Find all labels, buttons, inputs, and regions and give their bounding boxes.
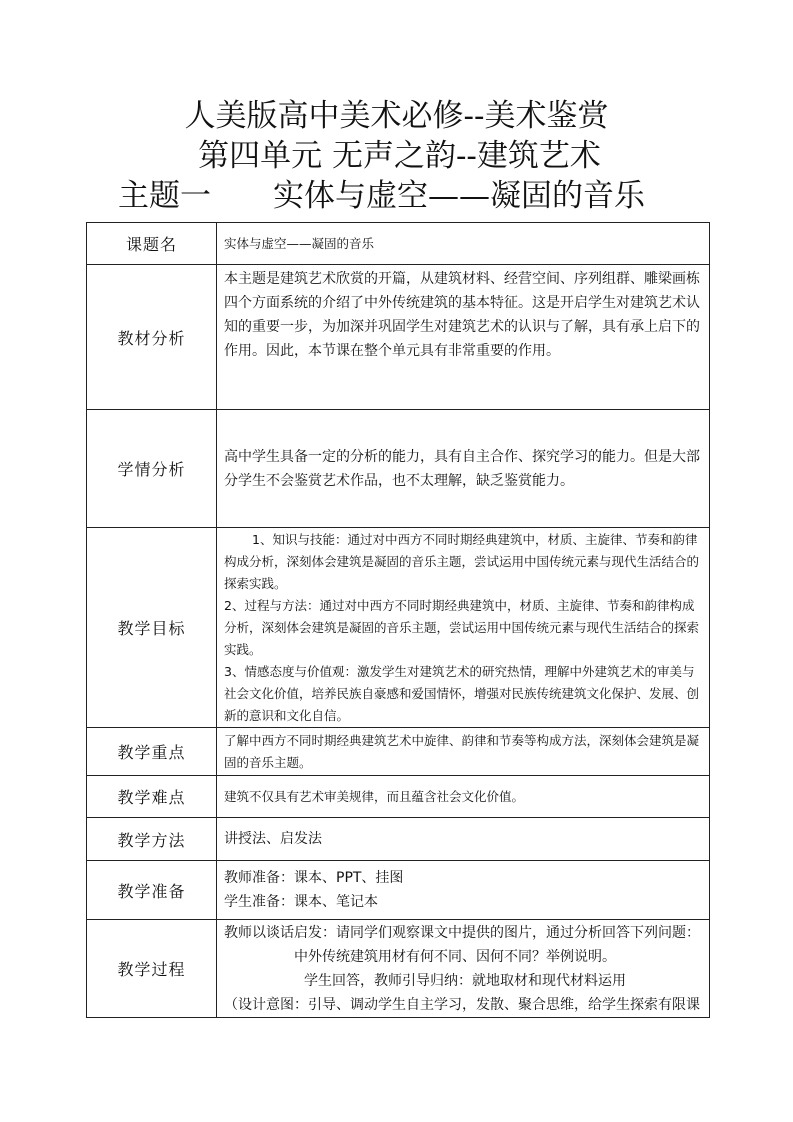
students-text: 高中学生具备一定的分析的能力，具有自主合作、探究学习的能力。但是大部分学生不会鉴赏艺术作品，也不太理解，缺乏鉴赏能力。 xyxy=(224,448,700,489)
goal-process: 2、过程与方法：通过对中西方不同时期经典建筑中，材质、主旋律、节奏和韵律构成分析，深刻体会建筑是凝固的音乐主题，尝试运用中国传统元素与现代生活结合的探索实践。 xyxy=(224,597,700,657)
value-method: 讲授法、启发法 xyxy=(217,818,710,861)
goal-knowledge: 1、知识与技能：通过对中西方不同时期经典建筑中，材质、主旋律、节奏和韵律构成分析，深刻体会建筑是凝固的音乐主题，尝试运用中国传统元素与现代生活结合的探索实践。 xyxy=(224,531,700,591)
table-row-goals xyxy=(87,528,710,728)
label-key: 教学重点 xyxy=(87,728,217,776)
value-difficulty: 建筑不仅具有艺术审美规律，而且蕴含社会文化价值。 xyxy=(217,776,710,818)
value-students xyxy=(217,410,710,528)
value-process xyxy=(217,920,710,1018)
label-topic: 课题名 xyxy=(87,223,217,265)
table-row-students xyxy=(87,410,710,528)
title-course: 人美版高中美术必修--美术鉴赏 xyxy=(184,98,609,134)
table-row-method xyxy=(87,818,710,861)
prep-student: 学生准备：课本、笔记本 xyxy=(224,894,378,910)
label-prep: 教学准备 xyxy=(87,861,217,920)
value-material xyxy=(217,265,710,410)
prep-teacher: 教师准备：课本、PPT、挂图 xyxy=(224,870,404,886)
value-prep xyxy=(217,861,710,920)
process-line-2: 中外传统建筑用材有何不同、因何不同？举例说明。 xyxy=(294,949,616,965)
table-row-material xyxy=(87,265,710,410)
lesson-plan-table xyxy=(86,222,710,1018)
title-topic: 主题一 实体与虚空——凝固的音乐 xyxy=(118,178,645,214)
goal-attitude: 3、情感态度与价值观：激发学生对建筑艺术的研究热情，理解中外建筑艺术的审美与社会文化价值，培养民族自豪感和爱国情怀，增强对民族传统建筑文化保护、发展、创新的意识和文化自信。 xyxy=(224,663,700,723)
label-students: 学情分析 xyxy=(87,410,217,528)
process-line-3: 学生回答，教师引导归纳：就地取材和现代材料运用 xyxy=(304,973,626,989)
value-topic: 实体与虚空——凝固的音乐 xyxy=(217,223,710,265)
label-material: 教材分析 xyxy=(87,265,217,410)
document-title-block xyxy=(0,96,793,216)
label-method: 教学方法 xyxy=(87,818,217,861)
value-key: 了解中西方不同时期经典建筑艺术中旋律、韵律和节奏等构成方法，深刻体会建筑是凝固的音乐主题。 xyxy=(217,728,710,776)
label-difficulty: 教学难点 xyxy=(87,776,217,818)
table-row-topic xyxy=(87,223,710,265)
table-row-key xyxy=(87,728,710,776)
table-row-difficulty xyxy=(87,776,710,818)
process-line-1: 教师以谈话启发：请同学们观察课文中提供的图片，通过分析回答下列问题： xyxy=(224,925,700,941)
label-process: 教学过程 xyxy=(87,920,217,1018)
title-unit: 第四单元 无声之韵--建筑艺术 xyxy=(198,138,601,174)
table-row-process xyxy=(87,920,710,1018)
label-goals: 教学目标 xyxy=(87,528,217,728)
material-text: 本主题是建筑艺术欣赏的开篇，从建筑材料、经营空间、序列组群、雕梁画栋四个方面系统的介绍了中外传统建筑的基本特征。这是开启学生对建筑艺术认知的重要一步，为加深并巩固学生对建筑艺术的认识与了解，具有承上启下的作用。因此，本节课在整个单元具有非常重要的作用。 xyxy=(224,271,700,359)
process-line-4: （设计意图：引导、调动学生自主学习，发散、聚合思维，给学生探索有限课 xyxy=(224,997,700,1013)
table-row-prep xyxy=(87,861,710,920)
value-goals xyxy=(217,528,710,728)
